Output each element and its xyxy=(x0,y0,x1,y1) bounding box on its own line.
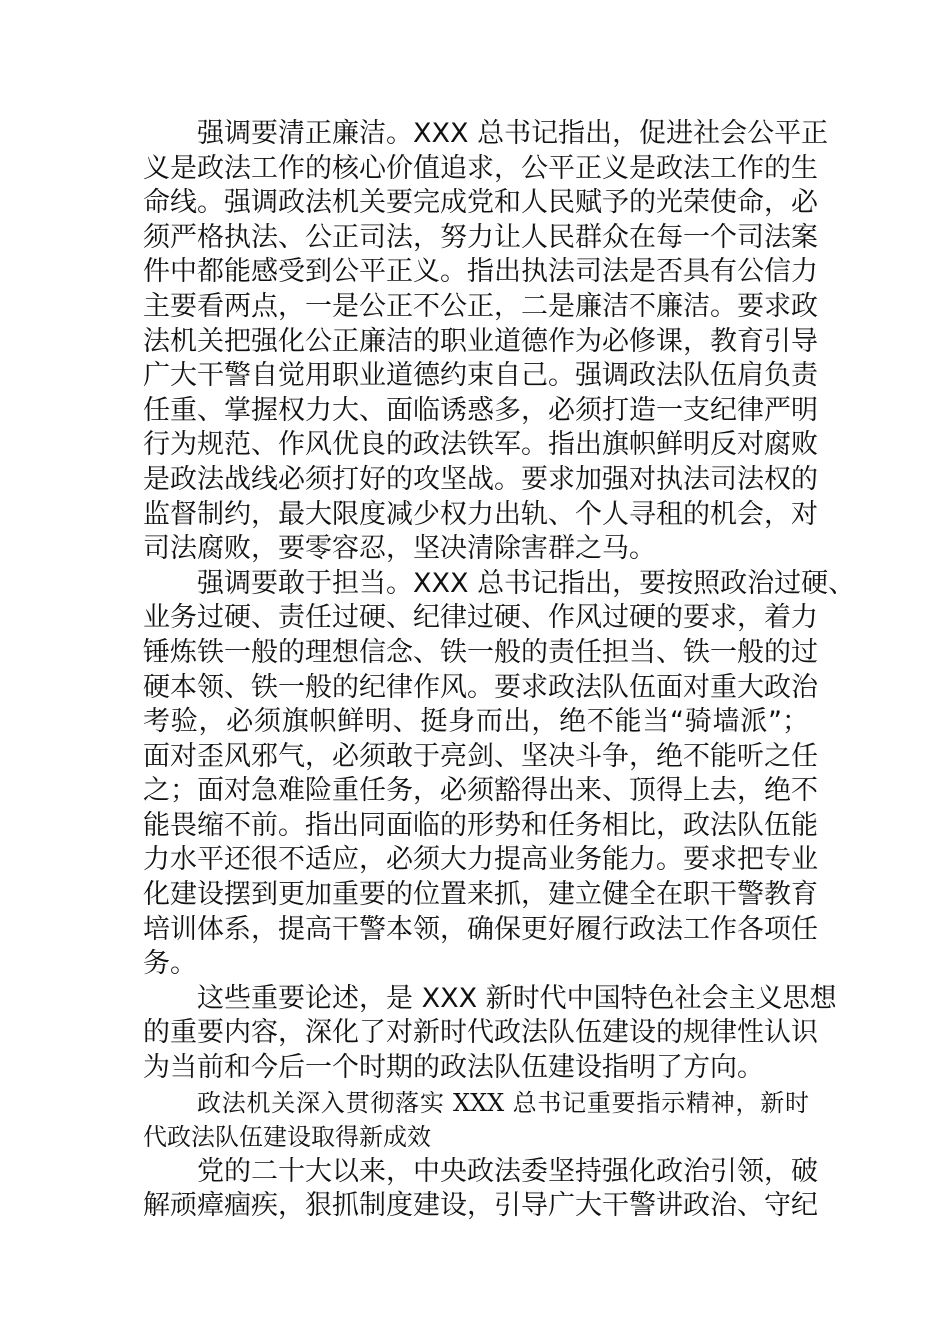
text-line: 件中都能感受到公平正义。指出执法司法是否具有公信力 xyxy=(143,256,818,288)
text-line: 广大干警自觉用职业道德约束自己。强调政法队伍肩负责 xyxy=(143,360,818,392)
text-line: 硬本领、铁一般的纪律作风。要求政法队伍面对重大政治 xyxy=(143,671,818,703)
document-body xyxy=(143,117,856,1224)
text-line: 义是政法工作的核心价值追求，公平正义是政法工作的生 xyxy=(143,152,818,184)
text-line: 务。 xyxy=(143,948,197,980)
text-line: 锤炼铁一般的理想信念、铁一般的责任担当、铁一般的过 xyxy=(143,636,818,668)
text-line: 代政法队伍建设取得新成效 xyxy=(143,1123,431,1152)
text-line: 培训体系，提高干警本领，确保更好履行政法工作各项任 xyxy=(143,913,818,945)
text-line: 强调要清正廉洁。XXX 总书记指出，促进社会公平正 xyxy=(197,118,829,149)
text-line: 党的二十大以来，中央政法委坚持强化政治引领，破 xyxy=(197,1155,818,1187)
text-line: 政法机关深入贯彻落实 XXX 总书记重要指示精神，新时 xyxy=(197,1088,809,1117)
text-line: 司法腐败，要零容忍，坚决清除害群之马。 xyxy=(143,533,656,565)
text-line: 是政法战线必须打好的攻坚战。要求加强对执法司法权的 xyxy=(143,463,818,495)
text-line: 解顽瘴痼疾，狠抓制度建设，引导广大干警讲政治、守纪 xyxy=(143,1190,818,1222)
text-line: 行为规范、作风优良的政法铁军。指出旗帜鲜明反对腐败 xyxy=(143,429,818,461)
text-line: 能畏缩不前。指出同面临的形势和任务相比，政法队伍能 xyxy=(143,809,818,841)
paragraph xyxy=(143,567,856,982)
text-line: 主要看两点，一是公正不公正，二是廉洁不廉洁。要求政 xyxy=(143,290,818,322)
text-line: 力水平还很不适应，必须大力提高业务能力。要求把专业 xyxy=(143,844,818,876)
text-line: 须严格执法、公正司法，努力让人民群众在每一个司法案 xyxy=(143,221,818,253)
paragraph xyxy=(143,1155,818,1224)
text-line: 之；面对急难险重任务，必须豁得出来、顶得上去，绝不 xyxy=(143,775,818,807)
text-line: 法机关把强化公正廉洁的职业道德作为必修课，教育引导 xyxy=(143,325,818,357)
text-line: 为当前和今后一个时期的政法队伍建设指明了方向。 xyxy=(143,1052,764,1084)
paragraph xyxy=(143,117,829,567)
section-heading xyxy=(143,1086,809,1155)
text-line: 这些重要论述，是 XXX 新时代中国特色社会主义思想 xyxy=(197,982,837,1014)
text-line: 的重要内容，深化了对新时代政法队伍建设的规律性认识 xyxy=(143,1017,818,1049)
text-line: 业务过硬、责任过硬、纪律过硬、作风过硬的要求，着力 xyxy=(143,602,818,634)
text-line: 考验，必须旗帜鲜明、挺身而出，绝不能当“骑墙派”； xyxy=(143,706,809,738)
text-line: 监督制约，最大限度减少权力出轨、个人寻租的机会，对 xyxy=(143,498,818,530)
text-line: 面对歪风邪气，必须敢于亮剑、坚决斗争，绝不能听之任 xyxy=(143,740,818,772)
text-line: 任重、掌握权力大、面临诱惑多，必须打造一支纪律严明 xyxy=(143,394,818,426)
text-line: 命线。强调政法机关要完成党和人民赋予的光荣使命，必 xyxy=(143,187,818,219)
paragraph xyxy=(143,982,837,1086)
text-line: 化建设摆到更加重要的位置来抓，建立健全在职干警教育 xyxy=(143,879,818,911)
text-line: 强调要敢于担当。XXX 总书记指出，要按照政治过硬、 xyxy=(197,567,856,599)
